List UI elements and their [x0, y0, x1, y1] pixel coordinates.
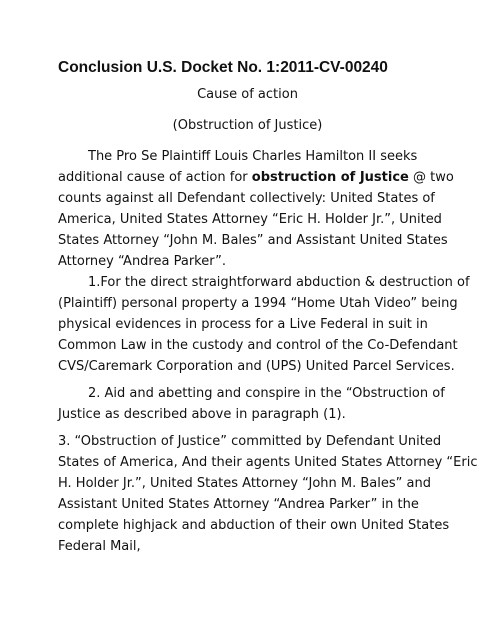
- bold-text-run: obstruction of Justice: [251, 170, 409, 185]
- paragraph-line: CVS/Caremark Corporation and (UPS) United Parcel Services.: [58, 359, 455, 374]
- paragraph-line: Federal Mail,: [58, 539, 141, 554]
- paragraph-line: 2. Aid and abetting and conspire in the “Obstruction of: [88, 386, 445, 401]
- paragraph-4: [58, 431, 495, 557]
- subtitle-cause-of-action: Cause of action: [197, 87, 298, 102]
- paragraph-line: The Pro Se Plaintiff Louis Charles Hamilton II seeks: [88, 149, 418, 164]
- paragraph-line: physical evidences in process for a Live Federal in suit in: [58, 317, 428, 332]
- docket-heading: Conclusion U.S. Docket No. 1:2011-CV-00240: [58, 59, 388, 76]
- paragraph-3: [58, 383, 495, 425]
- paragraph-line: Common Law in the custody and control of the Co-Defendant: [58, 338, 458, 353]
- paragraph-line: America, United States Attorney “Eric H. Holder Jr.”, United: [58, 212, 442, 227]
- paragraph-line: States Attorney “John M. Bales” and Assistant United States: [58, 233, 448, 248]
- text-run: @ two: [408, 170, 454, 185]
- paragraph-2: [58, 272, 495, 377]
- paragraph-line: States of America, And their agents United States Attorney “Eric: [58, 455, 478, 470]
- paragraph-line: Assistant United States Attorney “Andrea Parker” in the: [58, 497, 419, 512]
- paragraph-line: H. Holder Jr.”, United States Attorney “John M. Bales” and: [58, 476, 431, 491]
- paragraph-line: 3. “Obstruction of Justice” committed by Defendant United: [58, 434, 442, 449]
- paragraph-line: Attorney “Andrea Parker”.: [58, 254, 226, 269]
- subtitle-obstruction: (Obstruction of Justice): [172, 118, 323, 133]
- text-run: additional cause of action for: [58, 170, 252, 185]
- paragraph-line: 1.For the direct straightforward abduction & destruction of: [88, 275, 470, 290]
- paragraph-1: [58, 146, 495, 272]
- paragraph-line: complete highjack and abduction of their own United States: [58, 518, 450, 533]
- paragraph-line: [58, 167, 495, 188]
- paragraph-line: counts against all Defendant collectively: United States of: [58, 191, 435, 206]
- paragraph-line: Justice as described above in paragraph (1).: [58, 407, 346, 422]
- paragraph-line: (Plaintiff) personal property a 1994 “Home Utah Video” being: [58, 296, 458, 311]
